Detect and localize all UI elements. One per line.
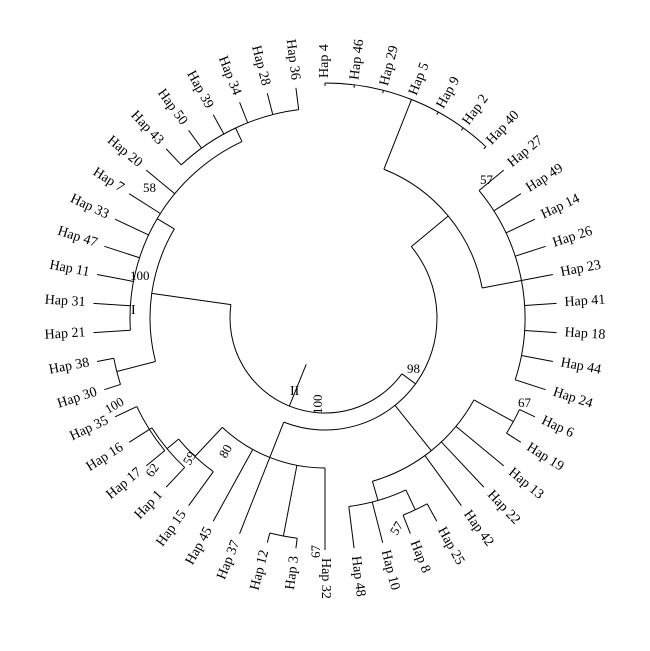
internal-branch — [236, 128, 242, 142]
bootstrap-node-67-bottom: 67 — [308, 545, 323, 558]
clade-label-I: I — [131, 303, 136, 318]
tip-branch — [129, 429, 149, 442]
tip-branch — [521, 275, 552, 281]
tip-branch — [240, 457, 270, 533]
leaf-label: Hap 19 — [523, 440, 567, 475]
leaf-label: Hap 2 — [459, 91, 492, 129]
tip-branch — [521, 355, 552, 361]
bootstrap-node-98: 98 — [407, 361, 420, 376]
tip-branch — [166, 149, 181, 165]
leaf-label: Hap 4 — [317, 44, 333, 78]
leaf-label: Hap 32 — [317, 558, 333, 599]
bootstrap-labels — [102, 172, 532, 558]
internal-branch — [411, 216, 448, 247]
leaf-label: Hap 6 — [539, 413, 577, 442]
leaf-label: Hap 17 — [103, 464, 145, 503]
leaf-label: Hap 13 — [505, 464, 547, 503]
tip-branch — [296, 538, 297, 548]
leaf-label: Hap 35 — [67, 413, 111, 445]
leaf-label: Hap 38 — [47, 355, 91, 378]
tip-branch — [525, 303, 557, 305]
leaf-label: Hap 7 — [89, 164, 127, 196]
leaf-label: Hap 41 — [564, 292, 606, 311]
leaf-label: Hap 23 — [559, 257, 603, 281]
internal-branch — [395, 405, 431, 450]
leaf-label: Hap 8 — [406, 538, 434, 576]
leaf-label: Hap 11 — [48, 257, 91, 281]
tip-branch — [97, 275, 133, 282]
bootstrap-node-100-lower: 100 — [102, 393, 127, 417]
tip-branch — [372, 502, 382, 543]
tip-branch — [104, 246, 139, 257]
tip-branch — [520, 410, 535, 417]
internal-branch — [474, 400, 513, 422]
bootstrap-node-80: 80 — [215, 441, 236, 461]
tip-branch — [441, 442, 483, 487]
tip-branch — [213, 449, 253, 521]
internal-branch — [117, 362, 156, 372]
internal-branch — [384, 100, 412, 170]
leaf-label: Hap 12 — [247, 548, 273, 592]
leaf-label: Hap 1 — [131, 487, 166, 523]
bootstrap-clade-I: 100 — [130, 268, 150, 283]
tip-branch — [507, 433, 521, 442]
tip-branch — [349, 507, 354, 549]
tip-branch — [129, 194, 160, 214]
tip-branch — [403, 515, 410, 534]
internal-branch — [167, 439, 179, 449]
tip-branch — [104, 384, 120, 389]
tip-branch — [97, 358, 114, 361]
tip-branch — [494, 194, 521, 211]
leaf-label: Hap 15 — [153, 507, 190, 550]
clade-labels — [131, 303, 300, 399]
bootstrap-node-58: 58 — [143, 180, 156, 195]
bootstrap-node-57-lower: 57 — [386, 518, 407, 538]
tip-branch — [515, 380, 545, 390]
branch-arc — [130, 142, 242, 331]
bootstrap-clade-II: 100 — [310, 394, 325, 414]
tip-branch — [267, 533, 269, 543]
tip-branch — [425, 456, 461, 506]
leaf-label: Hap 10 — [377, 548, 403, 592]
bootstrap-node-62: 62 — [142, 460, 162, 480]
leaf-label: Hap 3 — [282, 555, 303, 591]
leaf-label: Hap 21 — [44, 325, 86, 343]
tip-branch — [427, 504, 437, 522]
leaf-label: Hap 36 — [282, 38, 303, 81]
tip-branch — [525, 331, 557, 333]
leaf-label: Hap 5 — [406, 60, 433, 98]
branch-arc — [284, 247, 437, 430]
tip-branch — [296, 88, 299, 110]
internal-branch — [406, 490, 415, 510]
leaf-label: Hap 50 — [154, 86, 191, 129]
leaf-label: Hap 42 — [460, 507, 497, 550]
leaf-label: Hap 37 — [214, 538, 244, 582]
leaf-label: Hap 43 — [127, 107, 167, 148]
internal-branch — [283, 465, 296, 536]
leaf-label: Hap 22 — [484, 487, 523, 528]
internal-branch — [482, 281, 521, 289]
tip-branch — [166, 467, 184, 487]
internal-branch — [270, 422, 284, 457]
bootstrap-node-57-upper: 57 — [480, 172, 493, 187]
leaf-label: Hap 29 — [377, 44, 402, 88]
leaf-label: Hap 31 — [44, 292, 86, 311]
tip-branch — [240, 102, 248, 122]
leaf-label: Hap 39 — [183, 68, 217, 112]
leaf-label: Hap 47 — [55, 223, 100, 251]
leaf-label: Hap 27 — [504, 132, 546, 171]
leaf-label: Hap 18 — [564, 325, 606, 343]
leaf-label: Hap 40 — [483, 107, 523, 148]
leaf-label: Hap 9 — [433, 74, 464, 112]
leaf-label: Hap 49 — [523, 160, 566, 196]
leaf-label: Hap 14 — [538, 191, 583, 223]
tip-branch — [93, 330, 130, 332]
leaf-label: Hap 34 — [214, 54, 244, 98]
tip-branch — [189, 472, 214, 506]
leaf-label: Hap 25 — [434, 524, 468, 568]
leaf-label: Hap 48 — [347, 555, 368, 598]
leaf-label: Hap 26 — [550, 223, 595, 251]
tip-branch — [506, 219, 535, 233]
leaf-label: Hap 24 — [551, 384, 595, 412]
bootstrap-node-67-right: 67 — [518, 395, 531, 410]
tip-branch — [213, 115, 224, 134]
branch-arc — [479, 191, 525, 380]
internal-branch — [157, 219, 174, 229]
leaf-label: Hap 20 — [104, 132, 146, 171]
internal-branch — [372, 481, 378, 500]
tip-branch — [515, 246, 545, 256]
tip-branch — [189, 130, 202, 148]
leaf-label: Hap 33 — [67, 191, 112, 223]
leaf-label: Hap 28 — [248, 44, 273, 88]
leaf-label: Hap 46 — [347, 38, 368, 81]
tip-branch — [115, 219, 148, 235]
clade-label-II: II — [290, 384, 300, 399]
leaf-label: Hap 16 — [83, 440, 127, 475]
leaf-label: Hap 45 — [182, 524, 216, 568]
tip-branch — [456, 426, 504, 466]
tip-branch — [267, 93, 272, 114]
internal-branch — [152, 293, 231, 304]
bootstrap-node-59: 59 — [179, 448, 200, 468]
leaf-label: Hap 30 — [55, 384, 99, 412]
leaf-label: Hap 44 — [559, 355, 603, 378]
tree-branches — [93, 83, 556, 550]
tip-branch — [93, 303, 130, 305]
